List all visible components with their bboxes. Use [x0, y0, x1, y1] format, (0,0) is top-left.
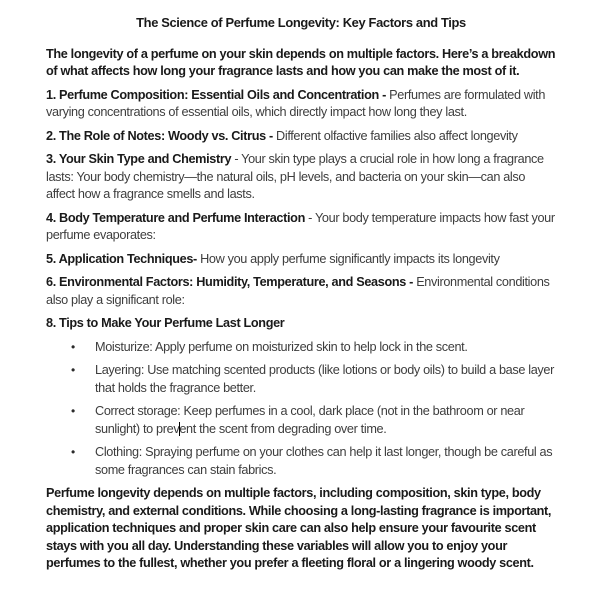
tip-text-after-caret: ent the scent from degrading over time. [179, 421, 387, 436]
section-4-heading: 4. Body Temperature and Perfume Interaction [46, 210, 305, 225]
section-paragraph-6[interactable] [46, 274, 556, 309]
tips-heading[interactable]: 8. Tips to Make Your Perfume Last Longer [46, 316, 285, 330]
section-4-body: - Your body temperature impacts how fast your perfume evaporates: [46, 210, 555, 242]
section-paragraph-2[interactable] [46, 128, 556, 146]
section-paragraph-3[interactable] [46, 151, 556, 204]
section-6-body: Environmental conditions also play a significant role: [46, 275, 550, 307]
section-3-heading: 3. Your Skin Type and Chemistry [46, 152, 232, 166]
section-paragraph-1[interactable] [46, 87, 556, 122]
tip-item-clothing[interactable] [46, 444, 556, 479]
section-paragraph-5[interactable] [46, 251, 556, 269]
tip-text: Clothing: Spraying perfume on your clothes can help it last longer, though be careful as some fragrances can stain fabrics. [95, 445, 553, 477]
document-title[interactable]: The Science of Perfume Longevity: Key Factors and Tips [136, 15, 466, 30]
tip-text-before-caret: Correct storage: Keep perfumes in a cool, dark place (not in the bathroom or near sunlight) to prev [95, 404, 525, 436]
tip-text: Moisturize: Apply perfume on moisturized skin to help lock in the scent. [95, 339, 468, 354]
tip-item-layering[interactable] [46, 362, 556, 397]
section-2-body: Different olfactive families also affect longevity [272, 128, 518, 143]
section-1-heading: 1. Perfume Composition: Essential Oils and Concentration - [46, 87, 386, 102]
section-5-heading: 5. Application Techniques- [46, 251, 197, 266]
tip-item-moisturize[interactable] [46, 339, 556, 357]
section-5-body: How you apply perfume significantly impacts its longevity [196, 251, 500, 266]
section-1-body: Perfumes are formulated with varying concentrations of essential oils, which directly impact how long they last. [46, 87, 546, 119]
tips-list [46, 339, 556, 480]
intro-paragraph[interactable]: The longevity of a perfume on your skin depends on multiple factors. Here’s a breakdown of what affects how long your fragrance lasts and how you can make the most of it. [46, 46, 556, 78]
tip-item-correct-storage[interactable] [46, 403, 556, 438]
section-2-heading: 2. The Role of Notes: Woody vs. Citrus - [46, 128, 273, 143]
section-6-heading: 6. Environmental Factors: Humidity, Temperature, and Seasons - [46, 275, 414, 289]
section-paragraph-4[interactable] [46, 210, 556, 245]
section-3-body: - Your skin type plays a crucial role in how long a fragrance lasts: Your body chemistry—the natural oils, pH levels, and bacteria on your skin—can also affect how a fragrance smells and lasts. [46, 152, 544, 201]
conclusion-paragraph[interactable]: Perfume longevity depends on multiple factors, including composition, skin type, body chemistry, and external conditions. While choosing a long-lasting fragrance is important, application techniques and proper skin care can also help ensure your favourite scent stays with you all day. Understanding these variables will allow you to enjoy your perfumes to the fullest, whether you prefer a fleeting floral or a lingering woody scent. [46, 486, 552, 570]
tip-text: Layering: Use matching scented products (like lotions or body oils) to build a base layer that holds the fragrance better. [95, 363, 554, 395]
